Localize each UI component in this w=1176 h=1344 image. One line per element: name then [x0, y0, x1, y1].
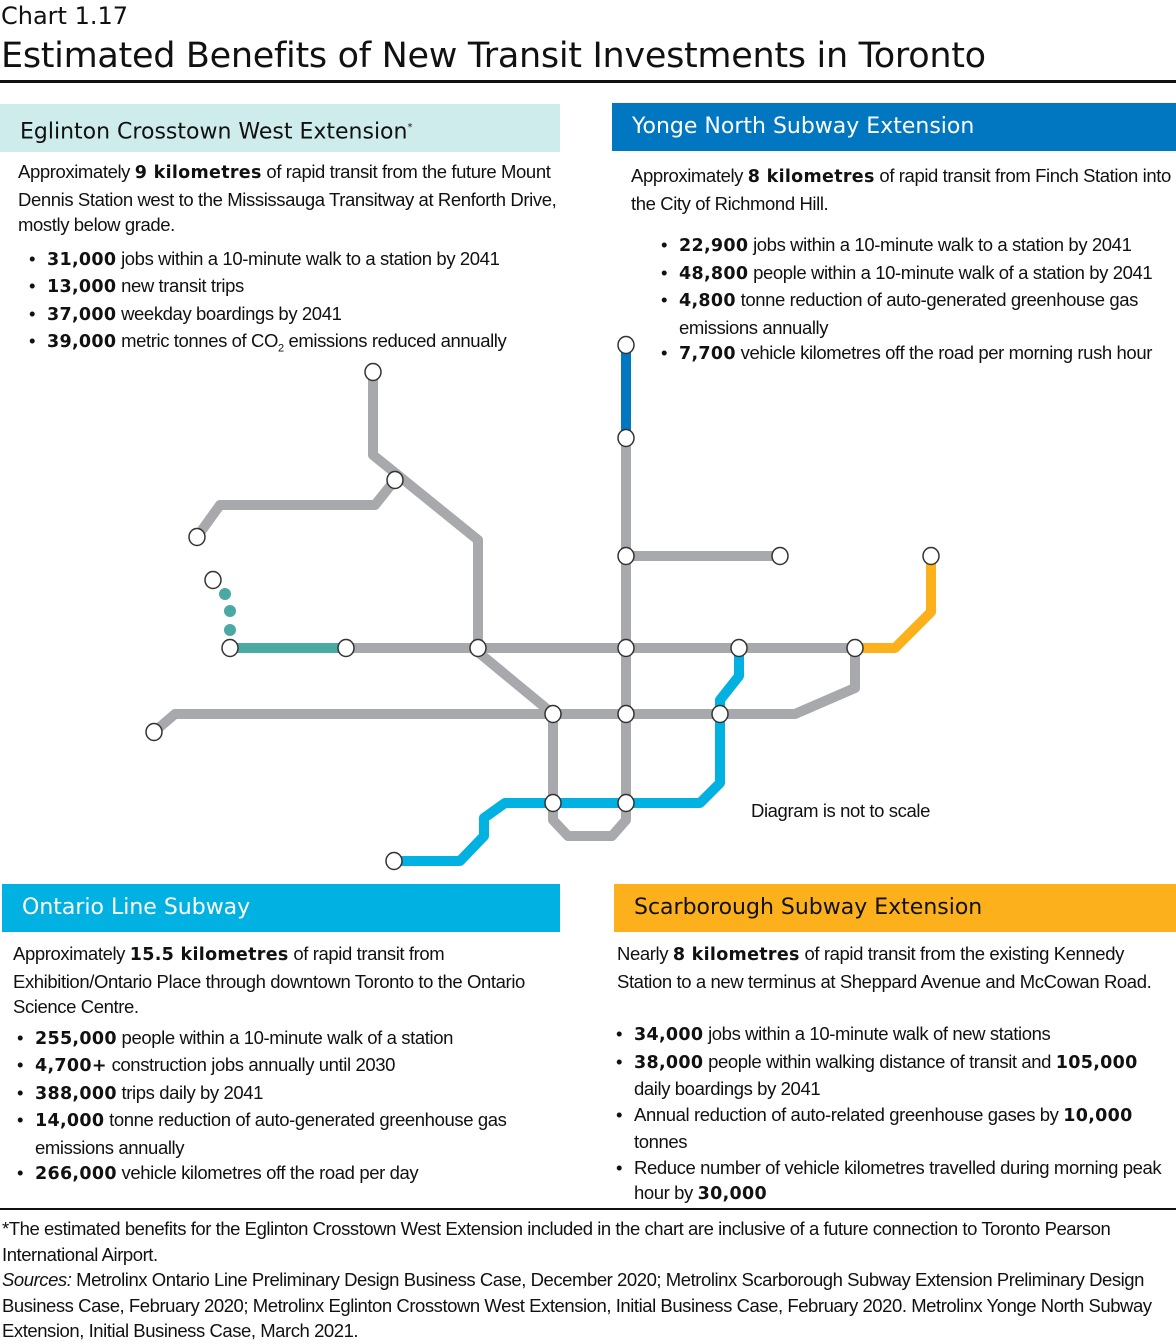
station-marker — [847, 640, 863, 657]
page-title: Estimated Benefits of New Transit Investments in Toronto — [1, 36, 986, 76]
eglinton-panel — [18, 159, 558, 362]
line-scarborough-extension — [855, 556, 931, 648]
station-marker — [618, 548, 634, 565]
benefit-item: • 7,700 vehicle kilometres off the road per morning rush hour — [652, 340, 1171, 368]
benefit-item: • 22,900 jobs within a 10-minute walk to a station by 2041 — [652, 232, 1171, 260]
station-marker — [923, 548, 939, 565]
benefit-item: • 4,700+ construction jobs annually until 2030 — [8, 1052, 533, 1080]
station-marker — [618, 795, 634, 812]
footnote: *The estimated benefits for the Eglinton Crosstown West Extension included in the chart are inclusive of a future connection to Toronto Pearson International Airport. — [2, 1218, 1111, 1265]
station-marker — [365, 364, 381, 381]
station-marker — [146, 724, 162, 741]
yonge-panel — [631, 163, 1171, 368]
divider — [0, 80, 1176, 83]
station-marker — [618, 430, 634, 447]
station-marker — [618, 640, 634, 657]
scarborough-panel — [617, 941, 1167, 1208]
benefit-item: • 14,000 tonne reduction of auto-generated greenhouse gas emissions annually — [8, 1107, 533, 1160]
benefit-item: • 13,000 new transit trips — [20, 273, 558, 301]
benefit-item: • 48,800 people within a 10-minute walk of a station by 2041 — [652, 260, 1171, 288]
benefit-item: • 34,000 jobs within a 10-minute walk of new stations — [607, 1021, 1167, 1049]
benefit-item: • 4,800 tonne reduction of auto-generated greenhouse gas emissions annually — [652, 287, 1171, 340]
station-marker — [772, 548, 788, 565]
benefit-item: • 388,000 trips daily by 2041 — [8, 1080, 533, 1108]
station-marker — [338, 640, 354, 657]
benefit-item: • Reduce number of vehicle kilometres travelled during morning peak hour by 30,000 — [607, 1155, 1167, 1208]
line-bloor-danforth — [154, 648, 855, 732]
scarborough-title: Scarborough Subway Extension — [634, 895, 983, 920]
station-marker — [387, 472, 403, 489]
footnote-mark: * — [407, 122, 413, 133]
station-marker — [470, 640, 486, 657]
benefit-item: • Annual reduction of auto-related greenhouse gases by 10,000 tonnes — [607, 1102, 1167, 1155]
line-branch-northwest — [197, 480, 395, 537]
extension-dot — [219, 588, 231, 600]
chart-label: Chart 1.17 — [1, 2, 129, 30]
benefit-item: • 39,000 metric tonnes of $CO_2$ emissions reduced annually — [20, 328, 558, 362]
divider — [0, 1208, 1176, 1210]
eglinton-title: Eglinton Crosstown West Extension — [20, 119, 408, 145]
line-yonge-university — [373, 372, 626, 836]
sources: Sources: Metrolinx Ontario Line Preliminary Design Business Case, December 2020; Metrolinx Scarborough Subway Extension Preliminary Design Business Case, February 2020; Metrolinx Eglinton Crosstown West Extension, Initial Business Case, February 2020. Metrolinx Yonge North Subway Extension, Initial Business Case, March 2021. — [2, 1269, 1152, 1341]
eglinton-intro: Approximately 9 kilometres of rapid transit from the future Mount Dennis Station west to the Mississauga Transitway at Renforth Drive, mostly below grade. — [18, 161, 557, 235]
yonge-intro: Approximately 8 kilometres of rapid transit from Finch Station into the City of Richmond Hill. — [631, 165, 1171, 214]
benefit-item: • 255,000 people within a 10-minute walk of a station — [8, 1025, 533, 1053]
ontario-intro: Approximately 15.5 kilometres of rapid transit from Exhibition/Ontario Place through downtown Toronto to the Ontario Science Centre. — [13, 943, 525, 1017]
extension-dot — [224, 605, 236, 617]
station-marker — [222, 640, 238, 657]
benefit-item: • 31,000 jobs within a 10-minute walk to a station by 2041 — [20, 246, 558, 274]
ontario-title: Ontario Line Subway — [22, 895, 251, 920]
diagram-note: Diagram is not to scale — [751, 800, 930, 821]
ontario-panel — [13, 941, 533, 1188]
station-marker — [189, 529, 205, 546]
station-marker — [386, 853, 402, 870]
station-marker — [205, 572, 221, 589]
scarborough-intro: Nearly 8 kilometres of rapid transit from the existing Kennedy Station to a new terminus at Sheppard Avenue and McCowan Road. — [617, 943, 1152, 992]
station-marker — [545, 795, 561, 812]
benefit-item: • 38,000 people within walking distance of transit and 105,000 daily boardings by 2041 — [607, 1049, 1167, 1102]
station-marker — [731, 640, 747, 657]
benefit-item: • 266,000 vehicle kilometres off the road per day — [8, 1160, 533, 1188]
ontario-header — [2, 884, 560, 932]
footnotes — [2, 1216, 1172, 1344]
eglinton-header — [0, 104, 560, 152]
yonge-header — [612, 103, 1176, 151]
scarborough-header — [614, 884, 1176, 932]
benefit-item: • 37,000 weekday boardings by 2041 — [20, 301, 558, 329]
yonge-title: Yonge North Subway Extension — [632, 114, 975, 139]
station-marker — [712, 706, 728, 723]
station-marker — [618, 706, 634, 723]
extension-dot — [224, 624, 236, 636]
station-marker — [545, 706, 561, 723]
